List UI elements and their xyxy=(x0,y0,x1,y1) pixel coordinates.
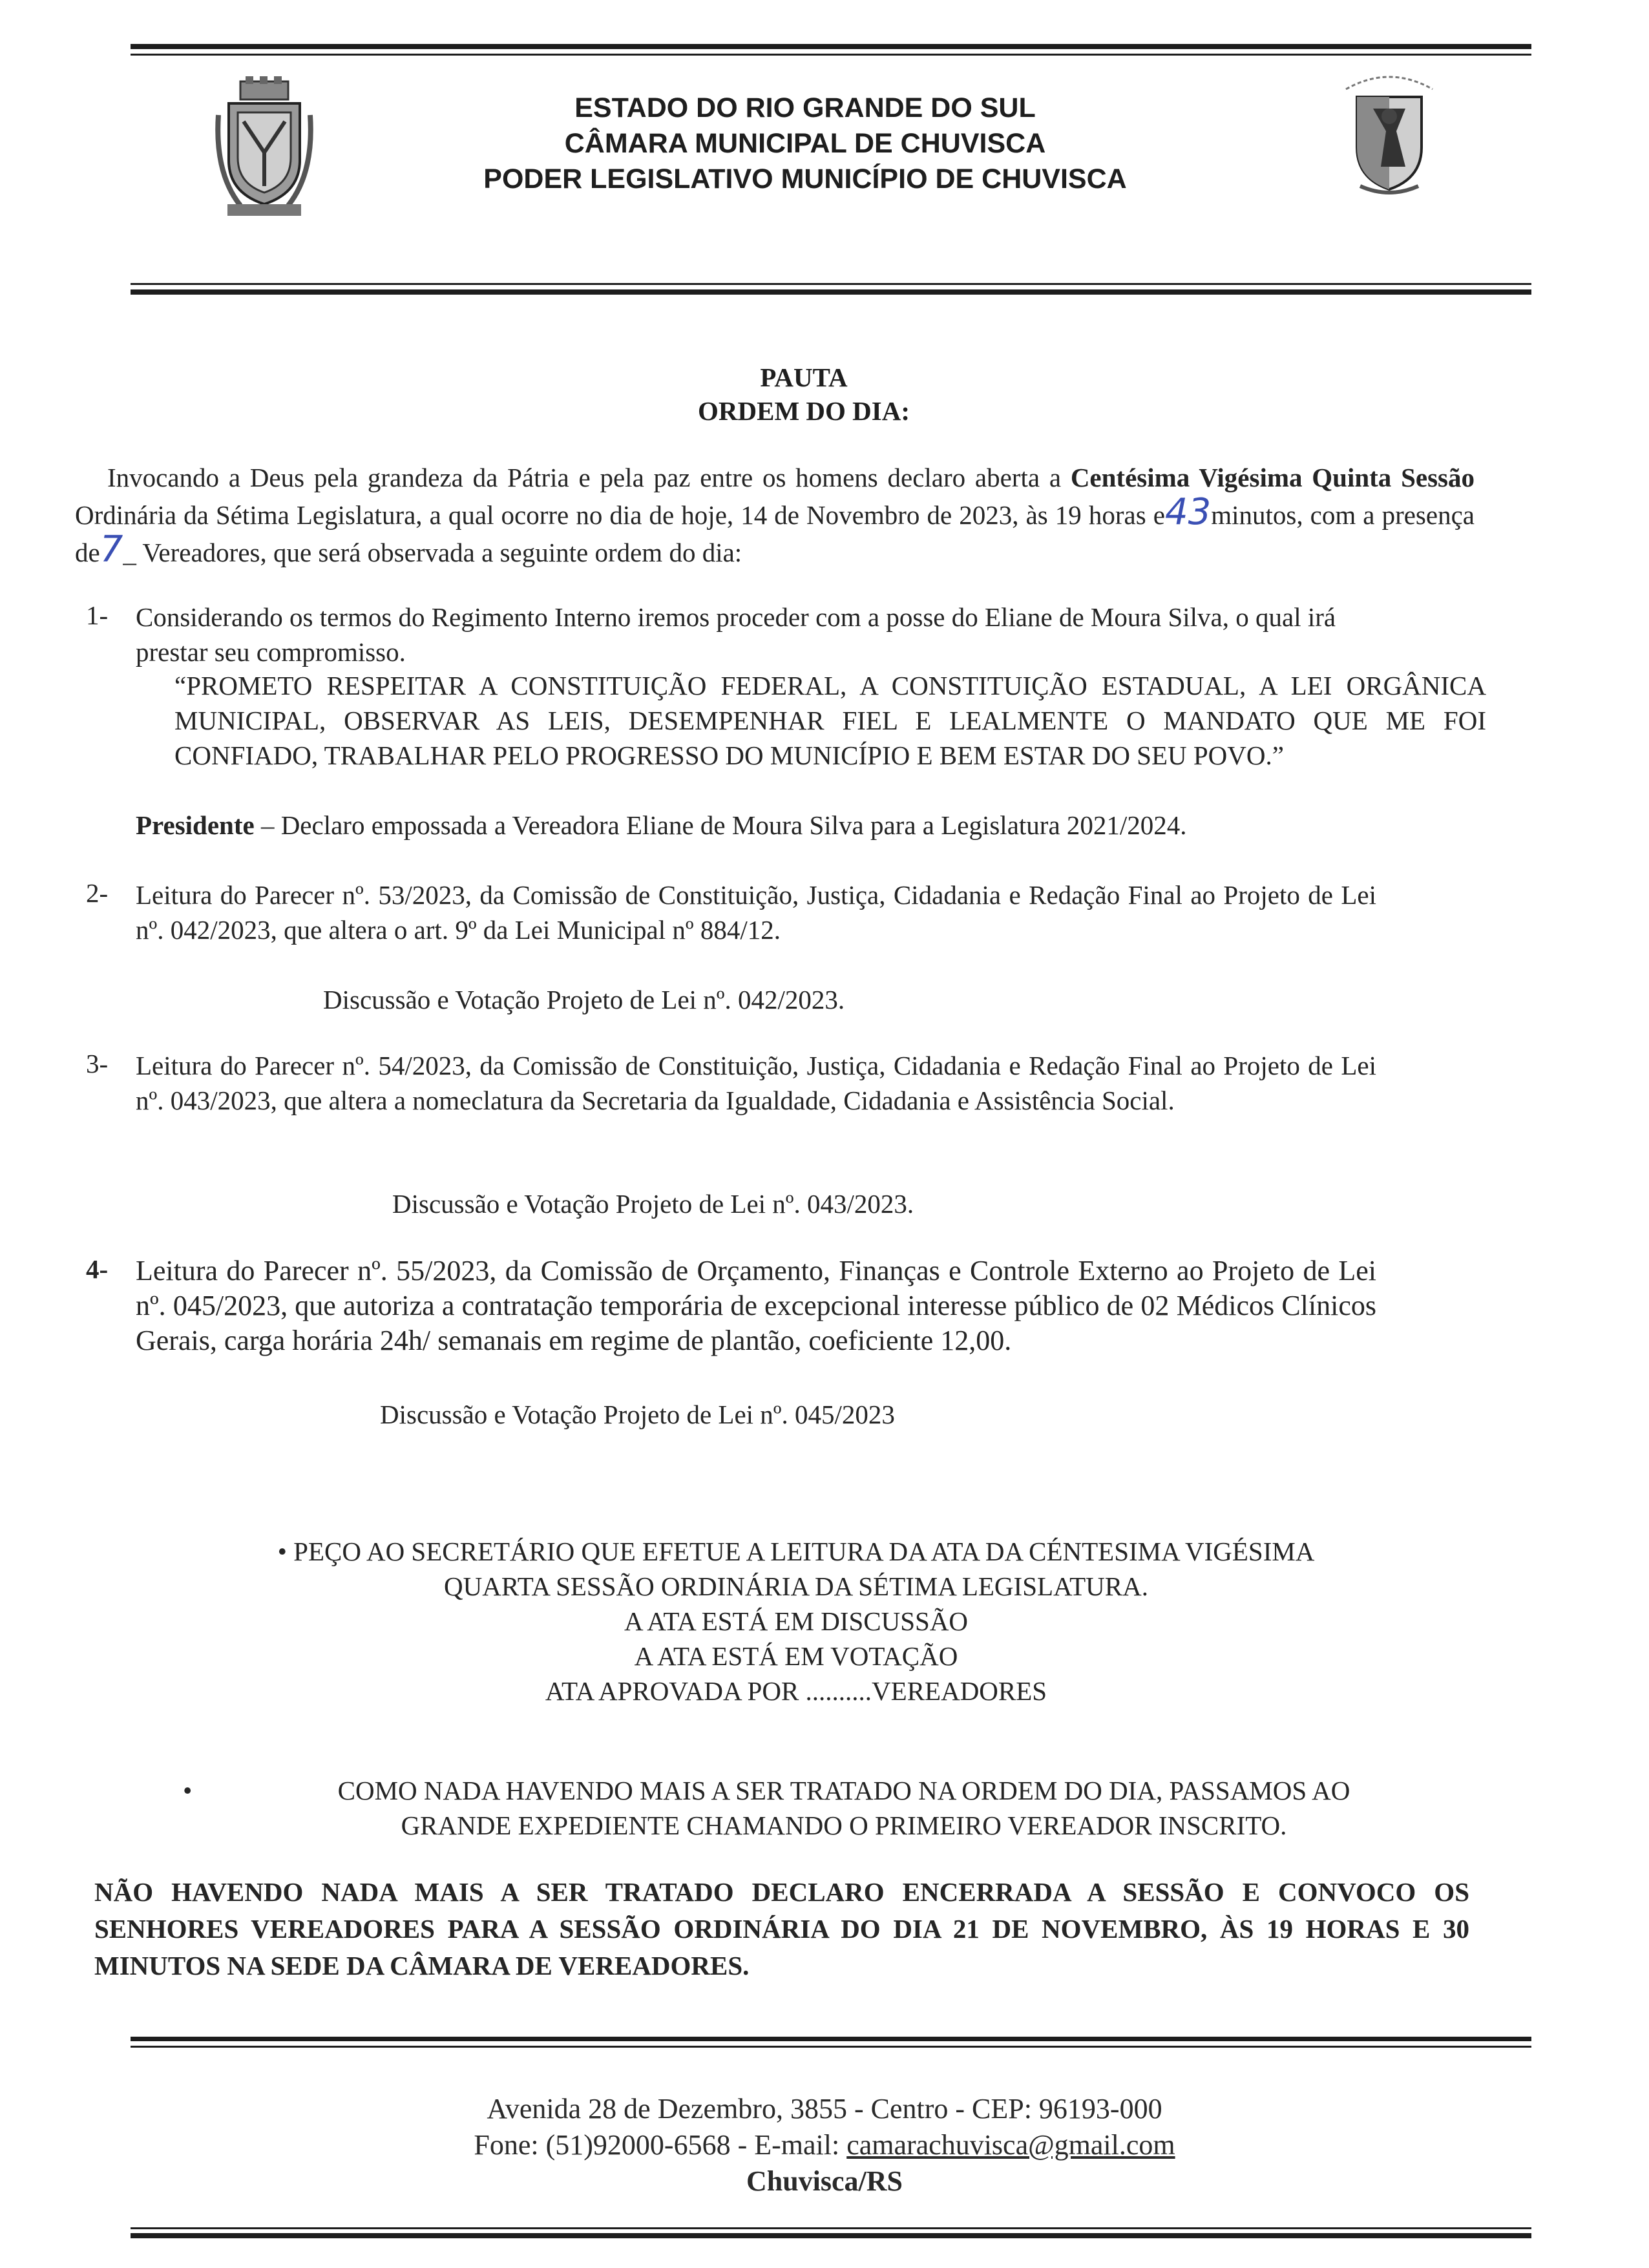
expediente-line-2: GRANDE EXPEDIENTE CHAMANDO O PRIMEIRO VEREADOR INSCRITO. xyxy=(401,1811,1287,1840)
expediente-bullet: • xyxy=(183,1776,193,1805)
item-2-text: Leitura do Parecer nº. 53/2023, da Comissão de Constituição, Justiça, Cidadania e Redação Final ao Projeto de Lei nº. 042/2023, que altera o art. 9º da Lei Municipal nº 884/12. xyxy=(136,880,1376,945)
item-4-discussion: Discussão e Votação Projeto de Lei nº. 045/2023 xyxy=(380,1400,895,1429)
item-1-text: Considerando os termos do Regimento Interno iremos proceder com a posse do Eliane de Moura Silva, o qual irá prestar seu compromisso. xyxy=(136,602,1336,667)
footer-email-link[interactable]: camarachuvisca@gmail.com xyxy=(846,2129,1175,2161)
president-label: Presidente xyxy=(136,810,255,840)
item-1-oath: “PROMETO RESPEITAR A CONSTITUIÇÃO FEDERAL, A CONSTITUIÇÃO ESTADUAL, A LEI ORGÂNICA MUNICIPAL, OBSERVAR AS LEIS, DESEMPENHAR FIEL E LEALMENTE O MANDATO QUE ME FOI CONFIADO, TRABALHAR PELO PROGRESSO DO MUNICÍPIO E BEM ESTAR DO SEU POVO.” xyxy=(174,671,1486,770)
footer-rule-thin xyxy=(131,2046,1531,2048)
ata-line-4: A ATA ESTÁ EM VOTAÇÃO xyxy=(634,1641,958,1671)
item-2-number: 2- xyxy=(86,878,109,908)
footer-city: Chuvisca/RS xyxy=(746,2165,903,2197)
title-ordem-do-dia: ORDEM DO DIA: xyxy=(698,396,910,426)
item-2-discussion: Discussão e Votação Projeto de Lei nº. 042/2023. xyxy=(323,985,845,1014)
expediente-block xyxy=(19,1773,1649,1843)
ata-line-1: • PEÇO AO SECRETÁRIO QUE EFETUE A LEITURA DA ATA DA CÉNTESIMA VIGÉSIMA xyxy=(277,1537,1315,1566)
intro-paragraph xyxy=(75,460,1475,570)
footer-phone-email: Fone: (51)92000-6568 - E-mail: camarachuvisca@gmail.com xyxy=(474,2129,1175,2161)
header-power: PODER LEGISLATIVO MUNICÍPIO DE CHUVISCA xyxy=(483,163,1127,194)
header-rule-thin xyxy=(131,283,1531,285)
header-state: ESTADO DO RIO GRANDE DO SUL xyxy=(574,92,1036,123)
bottom-rule-thin xyxy=(131,2227,1531,2229)
item-3-number: 3- xyxy=(86,1049,109,1078)
intro-part2: Ordinária da Sétima Legislatura, a qual ocorre no dia de hoje, 14 de Novembro de 2023, às 19 horas e xyxy=(75,500,1165,530)
ata-line-5: ATA APROVADA POR ..........VEREADORES xyxy=(545,1676,1047,1706)
ata-line-3: A ATA ESTÁ EM DISCUSSÃO xyxy=(624,1606,969,1636)
footer-rule-thick xyxy=(131,2037,1531,2041)
president-declaration: – Declaro empossada a Vereadora Eliane de Moura Silva para a Legislatura 2021/2024. xyxy=(254,810,1187,840)
header-chamber: CÂMARA MUNICIPAL DE CHUVISCA xyxy=(564,128,1046,159)
intro-part3: minutos, com a presença de xyxy=(75,500,1475,567)
footer-contact xyxy=(0,2091,1649,2200)
agenda-title xyxy=(0,361,1628,428)
intro-part1: Invocando a Deus pela grandeza da Pátria e pela paz entre os homens declaro aberta a xyxy=(107,463,1071,492)
top-rule-thin xyxy=(131,54,1531,56)
item-1-number: 1- xyxy=(86,600,109,630)
item-3-text: Leitura do Parecer nº. 54/2023, da Comissão de Constituição, Justiça, Cidadania e Redação Final ao Projeto de Lei nº. 043/2023, que altera a nomeclatura da Secretaria da Igualdade, Cidadania e Assistência Social. xyxy=(136,1051,1376,1115)
footer-address: Avenida 28 de Dezembro, 3855 - Centro - CEP: 96193-000 xyxy=(487,2093,1162,2125)
title-pauta: PAUTA xyxy=(760,362,848,392)
chamber-seal-icon xyxy=(1334,70,1444,196)
ata-block xyxy=(0,1534,1621,1708)
intro-part4: _ Vereadores, que será observada a seguinte ordem do dia: xyxy=(123,538,742,567)
closing-statement: NÃO HAVENDO NADA MAIS A SER TRATADO DECLARO ENCERRADA A SESSÃO E CONVOCO OS SENHORES VEREADORES PARA A SESSÃO ORDINÁRIA DO DIA 21 DE NOVEMBRO, ÀS 19 HORAS E 30 MINUTOS NA SEDE DA CÂMARA DE VEREADORES. xyxy=(94,1877,1469,1980)
item-1-president xyxy=(136,808,1480,843)
intro-session-name: Centésima Vigésima Quinta Sessão xyxy=(1070,463,1475,492)
item-4-number: 4- xyxy=(86,1254,109,1284)
expediente-line-1: COMO NADA HAVENDO MAIS A SER TRATADO NA ORDEM DO DIA, PASSAMOS AO xyxy=(337,1776,1350,1805)
ata-line-2: QUARTA SESSÃO ORDINÁRIA DA SÉTIMA LEGISLATURA. xyxy=(444,1571,1148,1601)
header-rule-thick xyxy=(131,289,1531,295)
handwritten-vereadores-count: 7 xyxy=(100,529,123,571)
bottom-rule-thick xyxy=(131,2233,1531,2238)
top-rule-thick xyxy=(131,44,1531,49)
item-3-discussion: Discussão e Votação Projeto de Lei nº. 043/2023. xyxy=(392,1189,914,1219)
ata-bullet: • xyxy=(277,1537,287,1566)
handwritten-minutes: 43 xyxy=(1164,491,1212,533)
item-4-text: Leitura do Parecer nº. 55/2023, da Comissão de Orçamento, Finanças e Controle Externo ao Projeto de Lei nº. 045/2023, que autoriza a contratação temporária de excepcional interesse público de 02 Médicos Clínicos Gerais, carga horária 24h/ semanais em regime de plantão, coeficiente 12,00. xyxy=(136,1255,1376,1356)
